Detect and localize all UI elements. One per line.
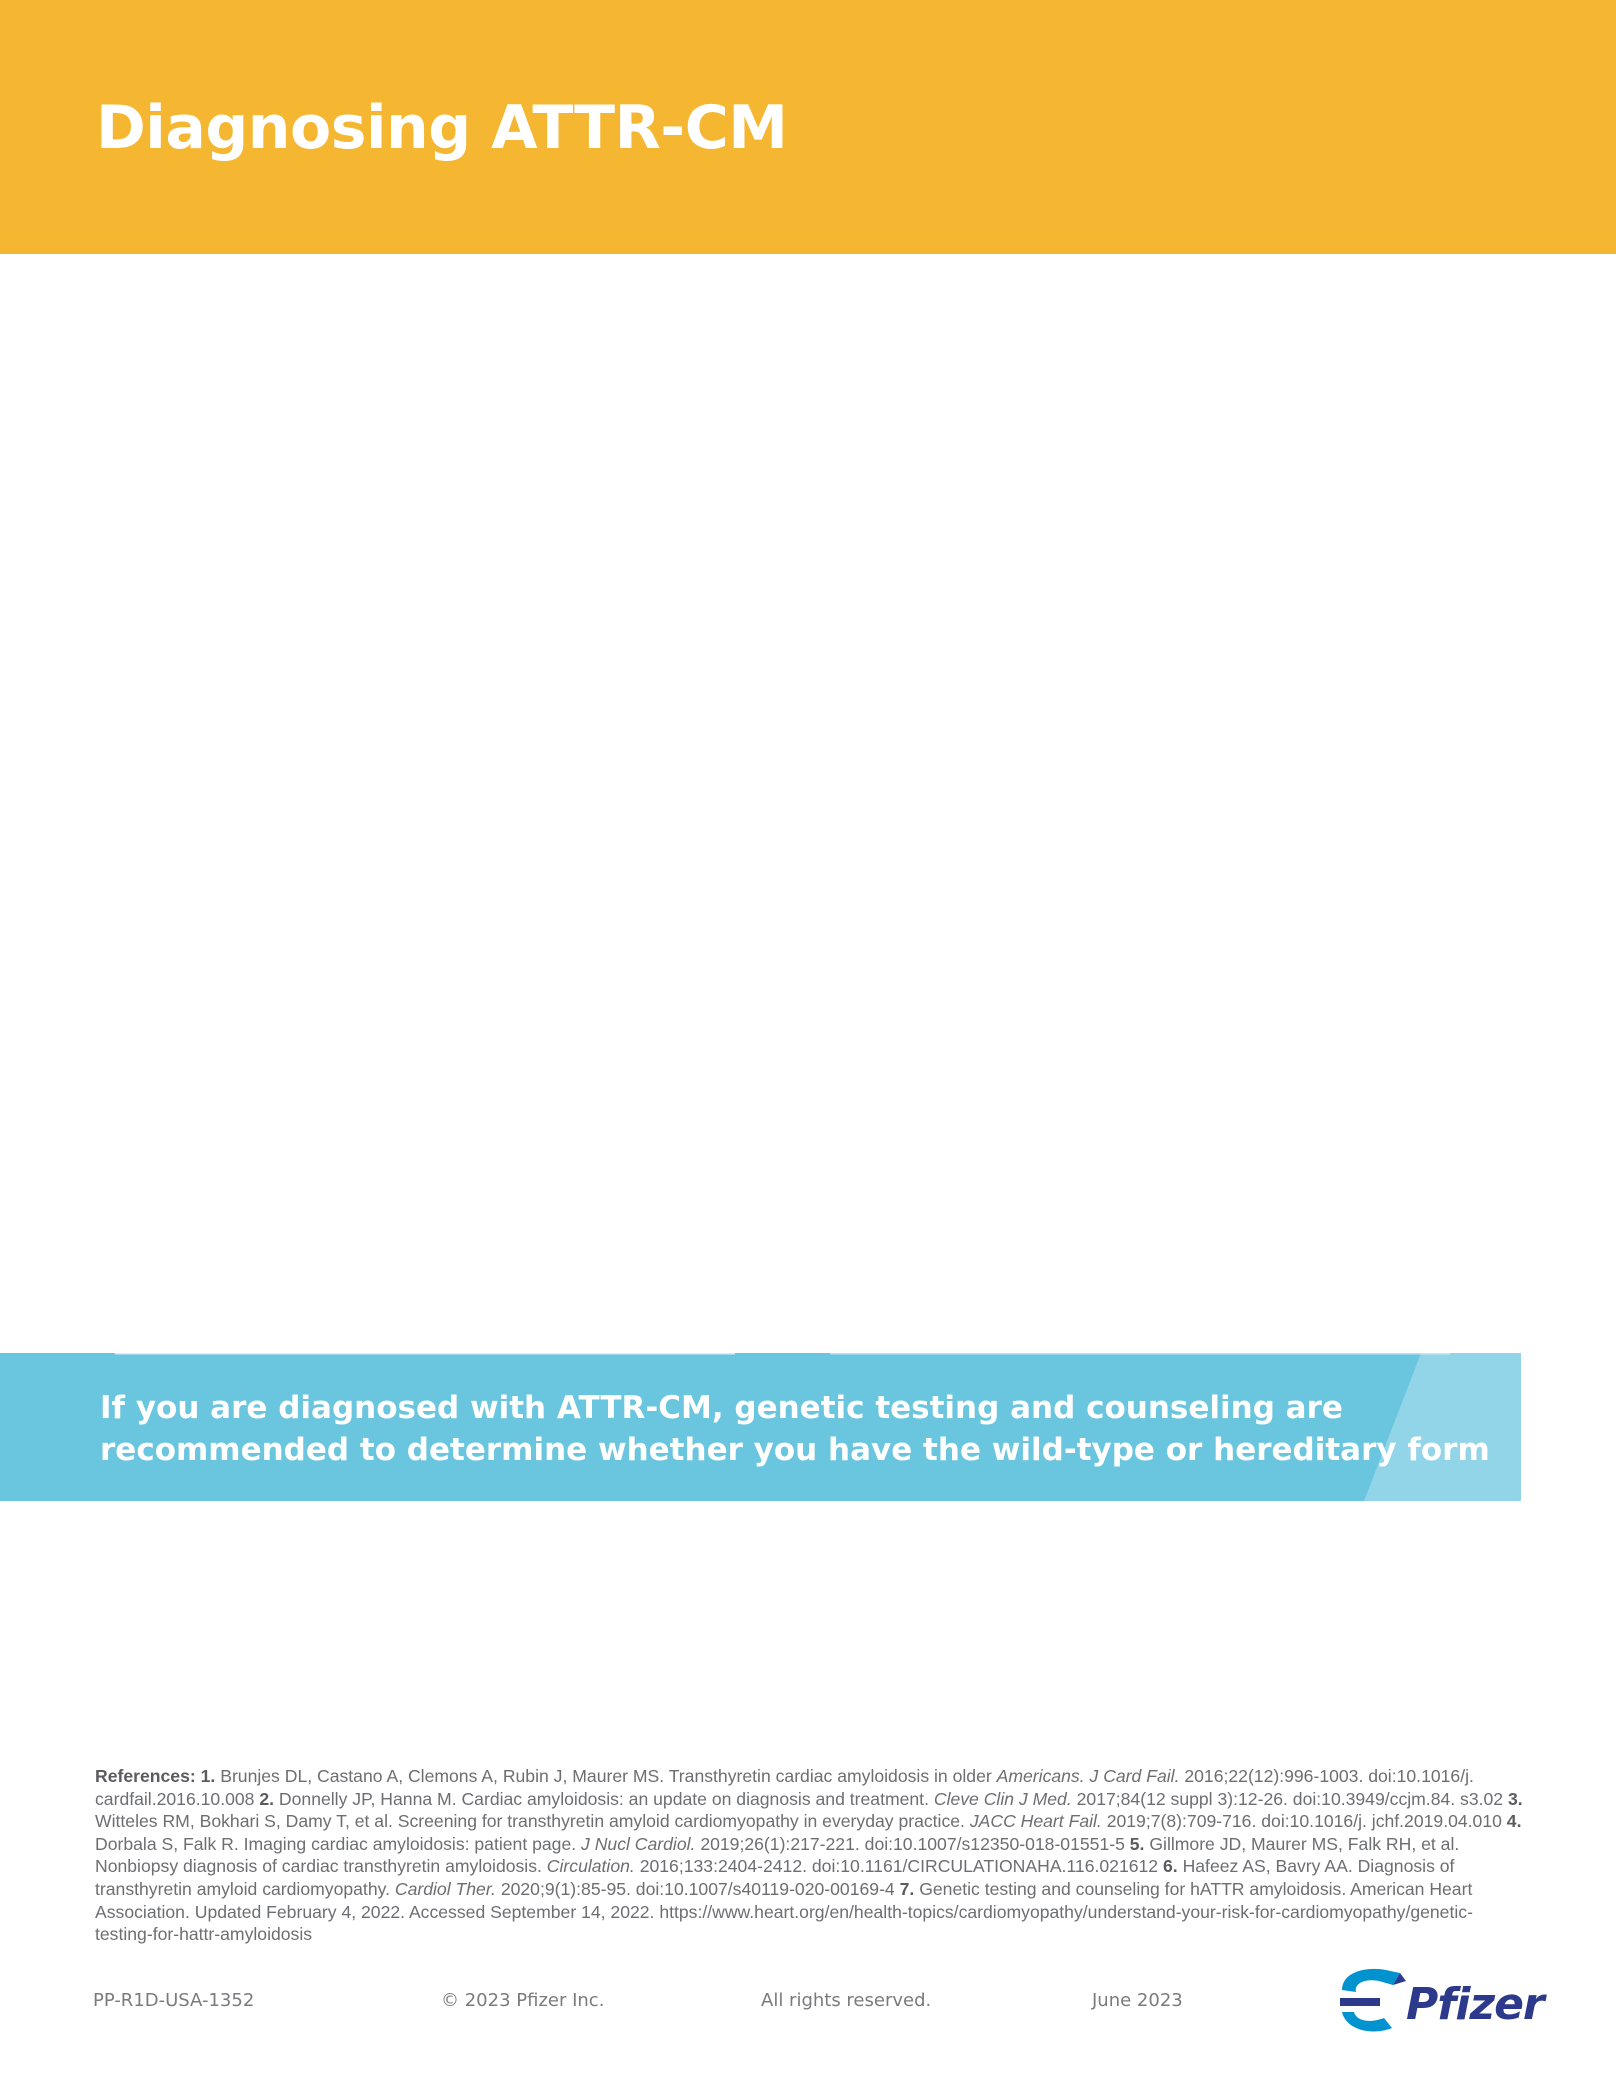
document-code: PP-R1D-USA-1352 (93, 1990, 255, 2011)
reference-4-tail: 2019;26(1):217-221. doi:10.1007/s12350-018-01551-5 (695, 1833, 1130, 1854)
reference-7-number: 7. (899, 1878, 915, 1899)
pfizer-logo-icon (1336, 1964, 1544, 2040)
publication-date: June 2023 (1092, 1990, 1183, 2011)
reference-6-tail: 2020;9(1):85-95. doi:10.1007/s40119-020-00169-4 (495, 1878, 900, 1899)
pfizer-logo (1336, 1964, 1544, 2040)
callout-line-2: recommended to determine whether you have the wild-type or hereditary form (100, 1432, 1490, 1468)
reference-7-text: Genetic testing and counseling for hATTR amyloidosis. American Heart Association. Updated February 4, 2022. Accessed September 14, 2022. https://www.heart.org/en/health-topics/cardiomyopathy/understand-your-risk-for-cardiomyopathy/genetic-testing-for-hattr-amyloidosis (95, 1878, 1473, 1945)
reference-6-number: 6. (1162, 1856, 1178, 1877)
header-band (0, 0, 1616, 254)
reference-2-journal: Cleve Clin J Med. (933, 1788, 1072, 1809)
reference-1-number: 1. (200, 1766, 216, 1786)
reference-2-text: Donnelly JP, Hanna M. Cardiac amyloidosis: an update on diagnosis and treatment. (278, 1788, 934, 1809)
reference-1-text: Brunjes DL, Castano A, Clemons A, Rubin J, Maurer MS. Transthyretin cardiac amyloidosis in older (220, 1766, 997, 1786)
reference-4-number: 4. (1506, 1811, 1522, 1832)
reference-6-journal: Cardiol Ther. (394, 1878, 496, 1899)
reference-1-tail: 2016;22(12):996-1003. doi:10.1016/j. cardfail.2016.10.008 (95, 1766, 1474, 1809)
reference-3-journal: JACC Heart Fail. (969, 1811, 1102, 1832)
references (95, 1765, 1525, 1946)
callout-line-1: If you are diagnosed with ATTR-CM, genetic testing and counseling are (100, 1390, 1343, 1426)
reference-3-number: 3. (1507, 1788, 1523, 1809)
reference-5-tail: 2016;133:2404-2412. doi:10.1161/CIRCULATIONAHA.116.021612 (634, 1856, 1163, 1877)
callout-text (100, 1387, 1490, 1471)
page-title: Diagnosing ATTR-CM (96, 93, 788, 163)
reference-2-tail: 2017;84(12 suppl 3):12-26. doi:10.3949/ccjm.84. s3.02 (1071, 1788, 1508, 1809)
reference-6-text: Hafeez AS, Bavry AA. Diagnosis of transthyretin amyloid cardiomyopathy. (95, 1856, 1455, 1899)
rights-reserved: All rights reserved. (761, 1990, 932, 2011)
references-label: References: (95, 1766, 196, 1786)
reference-4-text: Dorbala S, Falk R. Imaging cardiac amyloidosis: patient page. (95, 1833, 582, 1854)
reference-5-journal: Circulation. (546, 1856, 635, 1877)
reference-2-number: 2. (259, 1788, 275, 1809)
reference-3-text: Witteles RM, Bokhari S, Damy T, et al. Screening for transthyretin amyloid cardiomyopathy in everyday practice. (95, 1811, 970, 1832)
pfizer-wordmark: Pfizer (1406, 1979, 1544, 2030)
reference-5-text: Gillmore JD, Maurer MS, Falk RH, et al. Nonbiopsy diagnosis of cardiac transthyretin amyloidosis. (95, 1833, 1460, 1877)
genetic-testing-callout (0, 1353, 1521, 1501)
reference-5-number: 5. (1129, 1833, 1145, 1854)
reference-4-journal: J Nucl Cardiol. (581, 1833, 696, 1854)
reference-1-journal: Americans. J Card Fail. (996, 1766, 1180, 1786)
copyright: © 2023 Pfizer Inc. (441, 1990, 605, 2011)
reference-3-tail: 2019;7(8):709-716. doi:10.1016/j. jchf.2019.04.010 (1101, 1811, 1507, 1832)
